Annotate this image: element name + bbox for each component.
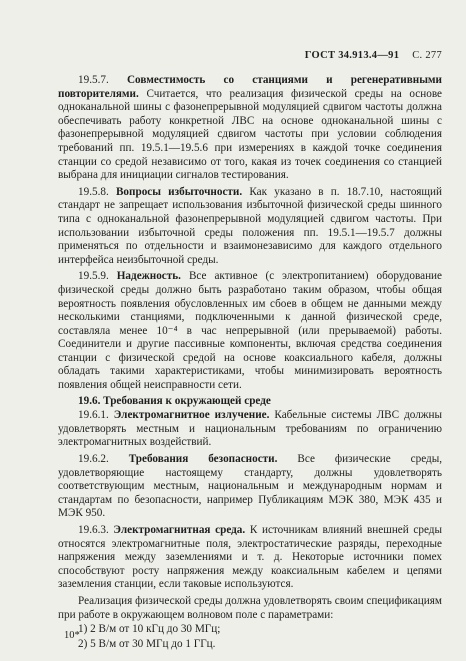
section-text: К источникам влияний внешней среды относятся электромагнитные поля, электростатические разряды, переходные напряжения между заземлениями и т. д. Некоторые источники помех способствуют росту напряжения между коаксиальным кабелем и цепями заземления станции, если таковые используются. <box>58 524 443 591</box>
standard-number: ГОСТ 34.913.4—91 <box>304 50 400 61</box>
page-header <box>305 50 442 61</box>
section-number: 19.6.3. <box>78 524 109 536</box>
section-title: Электромагнитная среда. <box>113 524 246 536</box>
section-title: Требования безопасности. <box>128 453 278 466</box>
section-number: 19.5.8. <box>78 185 109 198</box>
document-body <box>58 74 442 651</box>
section-text: Считается, что реализация физической среды на основе одноканальной шины с фазонепрерывной модуляцией сдвигом частоты должна обеспечивать работу конкретной ЛВС на основе одноканальной шины с фазонепрерывной модуляцией сдвигом частоты при условии соблюдения требований пп. 19.5.1—19.5.6 при измерениях в каждой точке соединения станции со средой независимо от того, какая из точек соединения со станцией выбрана для инициации сигналов тестирования. <box>58 87 443 182</box>
footer-signature-mark: 10* <box>64 630 80 641</box>
page-number: С. 277 <box>412 50 442 61</box>
section-text: Все активное (с электропитанием) оборудование физической среды должно быть разработано таким образом, чтобы общая вероятность появления обусловленных им сбоев в общем не данными между несколькими станциями, подключенными к данной физической среде, составляла менее 10⁻⁴ в час непрерывной (или прерываемой) работы. Соединители и другие пассивные компоненты, включая средства соединения станции с физической средой на основе коаксиального кабеля, должны обладать такими характеристиками, чтобы минимизировать вероятность появления общей неисправности сети. <box>58 270 443 392</box>
section-19-5-9 <box>58 270 442 392</box>
section-number: 19.6.2. <box>78 453 109 466</box>
section-title: Вопросы избыточности. <box>115 185 243 198</box>
section-text: Как указано в п. 18.7.10, настоящий стандарт не запрещает использования избыточной физической среды шинного типа с одноканальной фазонепрерывной модуляцией сдвигом частоты. При использовании избыточной среды положения пп. 19.5.1—19.5.7 должны применяться по отдельности и взаимонезависимо для каждого отдельного интерфейса неизбыточной среды. <box>58 185 443 266</box>
section-19-6-3 <box>58 524 442 592</box>
section-number: 19.6.1. <box>78 409 109 422</box>
section-text: Кабельные системы ЛВС должны удовлетворять местным и национальным требованиям по ограничению электромагнитных воздействий. <box>58 409 443 449</box>
section-19-5-7 <box>58 74 442 183</box>
intro-paragraph: Реализация физической среды должна удовлетворять своим спецификациям при работе в окружающем волновом поле с параметрами: <box>58 594 442 621</box>
section-19-5-8 <box>58 186 442 268</box>
section-title: Надежность. <box>116 270 181 283</box>
section-19-6-heading: 19.6. Требования к окружающей среде <box>78 394 271 407</box>
section-19-6-2 <box>58 453 442 521</box>
section-number: 19.5.7. <box>78 74 109 86</box>
list-item: 1) 2 В/м от 10 кГц до 30 МГц; <box>78 623 221 636</box>
section-text: Все физические среды, удовлетворяющие настоящему стандарту, должны удовлетворять соответствующим местным, национальным и международным нормам и стандартам по безопасности, например Публикациям МЭК 380, МЭК 435 и МЭК 950. <box>58 453 443 520</box>
section-19-6-1 <box>58 409 442 450</box>
section-title: Электромагнитное излучение. <box>113 409 270 422</box>
list-item: 2) 5 В/м от 30 МГц до 1 ГГц. <box>78 637 216 650</box>
section-title: Совместимость со станциями и регенеративными повторителями. <box>58 74 442 100</box>
section-number: 19.5.9. <box>78 270 109 283</box>
